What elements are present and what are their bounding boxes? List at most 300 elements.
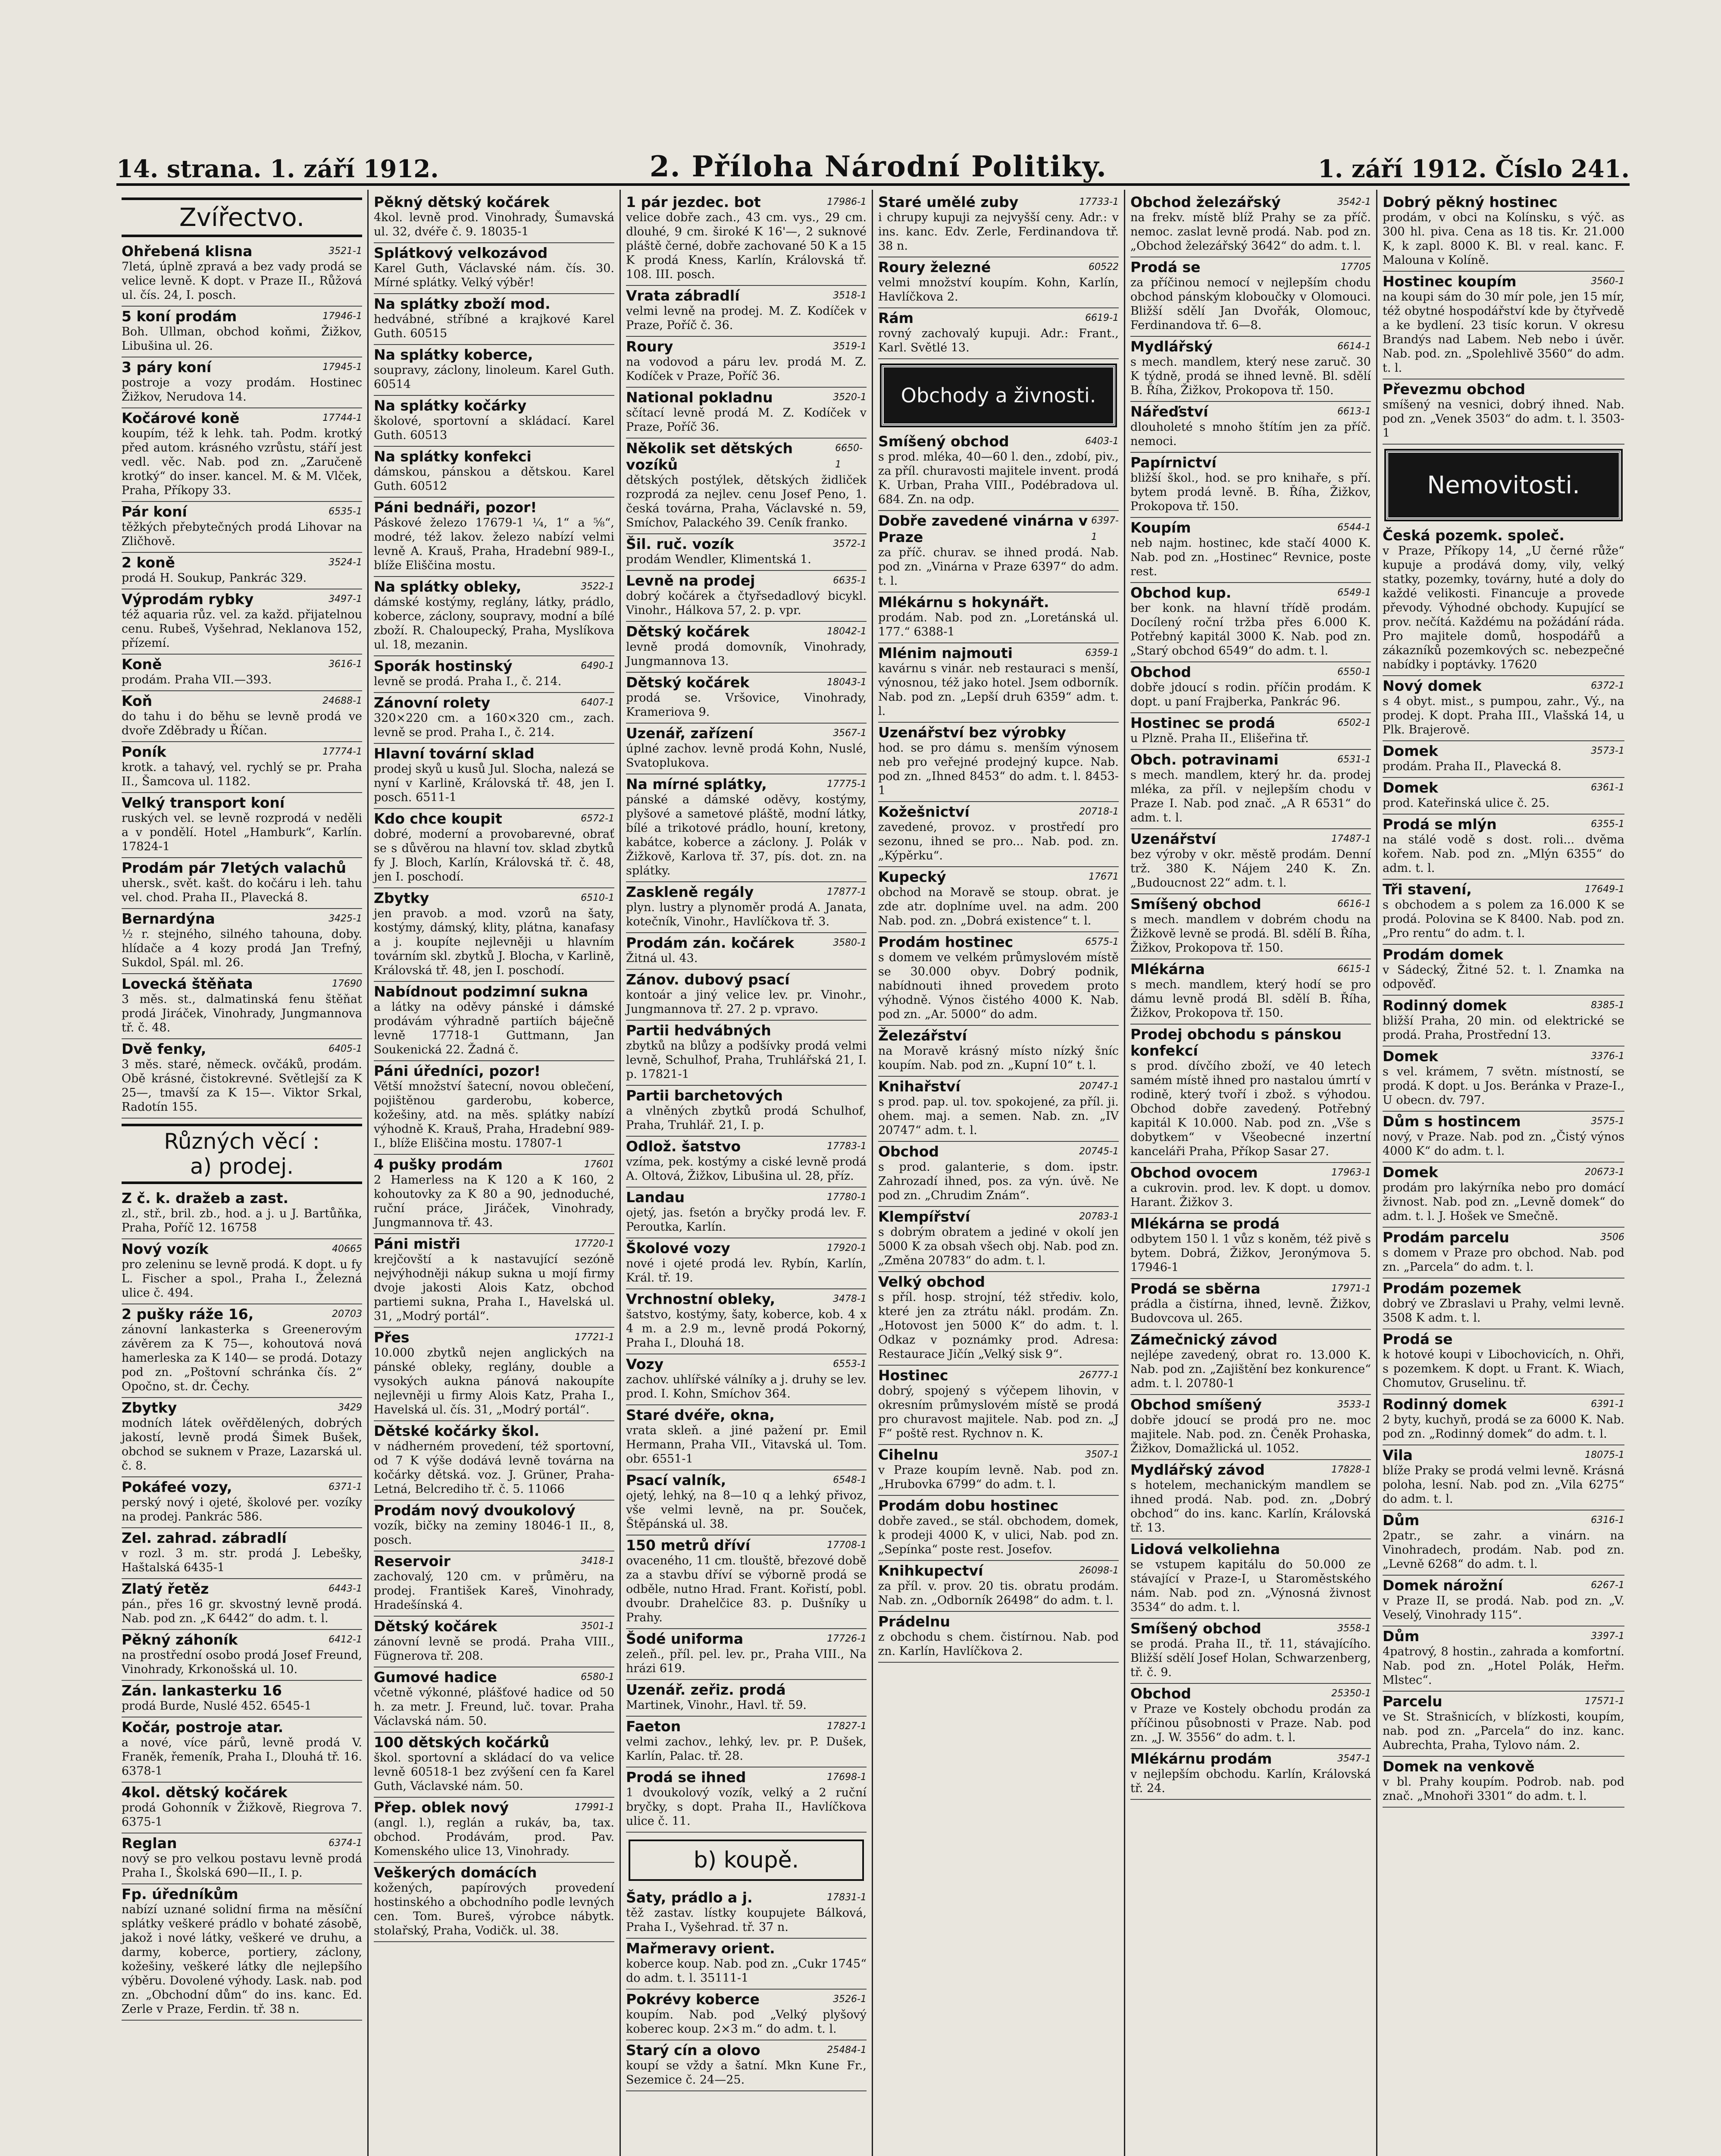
ad-number: 24688-1 [322,696,362,706]
ad-title: Obchod kup. [1130,584,1232,601]
ad-text: prodá H. Soukup, Pankrác 329. [122,571,307,585]
ad-heading [374,1618,614,1635]
ad-title: Výprodám rybky [122,591,254,608]
classified-ad [374,1328,614,1421]
ad-title: Prodám dobu hostinec [878,1497,1059,1514]
ad-number: 17780-1 [827,1192,867,1203]
ad-heading [374,1734,614,1751]
classified-ad [1130,1684,1371,1749]
ad-number: 3506 [1600,1232,1624,1243]
ad-title: Uzenář. zeřiz. prodá [626,1681,786,1698]
ad-title: Klempířství [878,1208,970,1225]
ad-title: Domek na venkově [1383,1758,1535,1775]
ad-text: dobré, moderní a provobarevné, obrať se s důvěrou na hlavní tov. sklad zbytků fy J. Bloch, Karlín, Královská tř. č. 48, jen I. poschodí. [374,827,614,884]
ad-text: 2 Hamerless na K 120 a K 160, 2 kohoutovky za K 80 a 90, jednoduché, ruční práce, Jiráček, Vinohrady, Jungmannova tř. 43. [374,1173,614,1229]
classified-ad [1130,1279,1371,1330]
ad-number: 3524-1 [329,557,362,568]
ad-title: Velký obchod [878,1273,986,1290]
ad-heading [122,1306,362,1322]
classified-ad [878,932,1119,1026]
ad-title: Prodá se [1383,1331,1453,1348]
ad-heading [626,440,867,473]
ad-text: z obchodu s chem. čistírnou. Nab. pod zn. Karlín, Havlíčkova 2. [878,1630,1119,1658]
ad-number: 6372-1 [1591,680,1624,691]
ad-text: 320×220 cm. a 160×320 cm., zach. levně se prod. Praha I., č. 214. [374,711,614,739]
ad-text: na stálé vodě s dost. roli... dvěma kořem. Nab. pod zn. „Mlýn 6355“ do adm. t. l. [1383,833,1624,875]
ad-title: Zlatý řetěz [122,1580,209,1597]
classified-ad [1130,1163,1371,1214]
ad-text: koberce koup. Nab. pod zn. „Cukr 1745“ do adm. t. l. 35111-1 [626,1957,867,1985]
ad-number: 3575-1 [1591,1116,1624,1127]
classified-ad [626,1536,867,1629]
classified-ad [1130,1539,1371,1619]
ad-title: Zaskleně regály [626,884,754,900]
ad-text: za příl. v. prov. 20 tis. obratu prodám. Nab. zn. „Odborník 26498“ do adm. t. l. [878,1579,1119,1607]
classified-ad [1383,815,1624,880]
ad-text: 3 měs. staré, německ. ovčáků, prodám. Obě krásné, čistokrevné. Světlejší za K 25—, tmavší za K 15—. Viktor Srkal, Radotín 155. [122,1058,362,1114]
ad-text: blíže Praky se prodá velmi levně. Krásná poloha, lesní. Nab. pod zn. „Vila 6275“ do adm. t. l. [1383,1464,1624,1506]
ad-heading [122,1190,362,1206]
classified-ad [122,1304,362,1398]
ad-text: v Praze koupím levně. Nab. pod zn. „Hrubovka 6799“ do adm. t. l. [878,1463,1119,1491]
classified-ad [122,1579,362,1630]
ad-title: Reservoir [374,1553,451,1570]
classified-ad [122,357,362,408]
classified-ad [374,1863,614,1942]
classified-ad [1383,1279,1624,1329]
ad-number: 6580-1 [581,1672,614,1683]
classified-ad [1383,1163,1624,1228]
ad-title: Levně na prodej [626,572,755,589]
ad-text: i chrupy kupuji za nejvyšší ceny. Adr.: v ins. kanc. Edv. Zerle, Ferdinandova tř. 38 n. [878,211,1119,253]
classified-ad [626,439,867,534]
ad-title: Nový domek [1383,677,1482,694]
ad-text: dobrý kočárek a čtyřsedadlový bicykl. Vinohr., Hálkova 57, 2. p. vpr. [626,589,867,617]
ad-heading [1130,1165,1371,1181]
ad-text: s hotelem, mechanickým mandlem se ihned prodá. Nab. pod. zn. „Dobrý obchod“ do ins. kanc. Karlín, Královská tř. 13. [1130,1479,1371,1535]
ad-title: Vozy [626,1356,664,1373]
ad-heading [1130,520,1371,536]
ad-title: Na splátky kočárky [374,397,527,414]
ad-number: 17733-1 [1079,197,1119,207]
ad-title: Zbytky [122,1399,177,1416]
ad-title: Dvě fenky, [122,1040,207,1057]
classified-ad [1383,1576,1624,1626]
classified-ad [878,1366,1119,1445]
classified-ad [626,1767,867,1833]
ad-number: 17708-1 [827,1540,867,1551]
ad-text: v bl. Prahy koupím. Podrob. nab. pod znač. „Mnohoři 3301“ do adm. t. l. [1383,1775,1624,1803]
ad-number: 17827-1 [827,1721,867,1732]
ad-title: Na splátky obleky, [374,578,522,595]
ad-heading [122,1632,362,1648]
ad-text: Karel Guth, Václavské nám. čís. 30. Mírné splátky. Velký výběr! [374,262,614,289]
ad-heading [122,591,362,608]
ad-title: Pěkný záhoník [122,1631,238,1648]
ad-text: s příl. hosp. strojní, též střediv. kolo, které jen za ztrátu nákl. prodám. Zn. „Hotovost jen 5000 K“ do adm. t. l. Odkaz v poznámky prod. Adresa: Restaurace Jičín „Velký sisk 9“. [878,1291,1119,1361]
ad-text: šatstvo, kostýmy, šaty, koberce, kob. 4 x 4 m. a 2.9 m., levně prodá Pokorný, Praha I., Dlouhá 18. [626,1308,867,1350]
classified-ad [374,1617,614,1667]
classified-ad [122,241,362,307]
ad-number: 3478-1 [833,1294,867,1304]
classified-ad [1383,880,1624,945]
ad-number: 17690 [332,978,362,989]
ad-heading [626,1407,867,1423]
ad-heading [626,1890,867,1906]
ad-title: Pokrévy koberce [626,1991,760,2008]
ad-text: Martinek, Vinohr., Havl. tř. 59. [626,1698,807,1712]
ad-heading [626,1087,867,1104]
ad-heading [1383,1758,1624,1775]
ad-title: Roury [626,338,673,355]
classified-ad [374,1234,614,1328]
ad-text: ber konk. na hlavní třídě prodám. Docílený roční tržba přes 6.000 K. Potřebný kapitál 3000 K. Nab. pod zn. „Starý obchod 6549“ do adm. t. l. [1130,602,1371,658]
ad-text: koupím. Nab. pod „Velký plyšový koberec koup. 2×3 m.“ do adm. t. l. [626,2008,867,2036]
ad-text: plyn. lustry a plynoměr prodá A. Janata, kotečník, Vinohr., Havlíčkova tř. 3. [626,901,867,928]
ad-title: Dům [1383,1628,1420,1645]
ad-heading [1383,273,1624,290]
ad-heading [1130,1462,1371,1478]
ad-heading [122,555,362,571]
ad-title: Obchod smíšený [1130,1396,1262,1413]
ad-heading [878,1498,1119,1514]
ad-text: vzíma, pek. kostýmy a ciské levně prodá A. Oltová, Žižkov, Libušina ul. 28, příz. [626,1155,867,1183]
ad-heading [626,971,867,988]
ad-number: 17920-1 [827,1243,867,1253]
ad-heading [1383,527,1624,544]
ad-heading [878,1563,1119,1579]
column-5 [1125,190,1377,2156]
ad-title: Obchod [1130,664,1192,680]
ad-text: zbytků na blůzy a podšívky prodá velmi levně, Schulhof, Praha, Truhlářská 21, I. p. 17821-1 [626,1039,867,1081]
ad-text: velmi množství koupím. Kohn, Karlín, Havlíčkova 2. [878,276,1119,304]
section-subtitle-prodej: a) prodej. [190,1154,294,1179]
classified-ad [1130,1619,1371,1684]
ad-title: Kupecký [878,868,946,885]
ad-number: 6572-1 [581,813,614,824]
ad-heading [1383,780,1624,796]
ad-heading [122,1835,362,1852]
ad-text: se vstupem kapitálu do 50.000 ze stávající v Praze-I, u Staroměstského nám. Nab. pod zn. „Výnosná živnost 3534“ do adm. t. l. [1130,1558,1371,1614]
ad-text: za příč. churav. se ihned prodá. Nab. pod zn. „Vinárna v Praze 6397“ do adm. t. l. [878,546,1119,588]
ad-number: 3560-1 [1591,276,1624,287]
classified-ad [626,1939,867,1990]
ad-title: Páni bednáři, pozor! [374,499,537,516]
classified-ad [122,1398,362,1477]
ad-text: postroje a vozy prodám. Hostinec Žižkov, Nerudova 14. [122,376,362,404]
ad-heading [626,725,867,742]
ad-title: 5 koní prodám [122,308,237,325]
ad-text: těžkých přebytečných prodá Lihovar na Zličhově. [122,520,362,548]
ad-heading [1130,1541,1371,1557]
ad-text: na Moravě krásný místo nízký šníc koupím. Nab. pod zn. „Kupní 10“ t. l. [878,1044,1119,1072]
ad-heading [878,1144,1119,1160]
ad-text: a nové, více párů, levně prodá V. Franěk, řemeník, Praha I., Dlouhá tř. 16. 6378-1 [122,1736,362,1778]
ad-title: Prodej obchodu s pánskou konfekcí [1130,1026,1342,1059]
ad-text: s prod. mléka, 40—60 l. den., zdobí, piv., za příl. churavosti majitele invent. prodá K. Urban, Praha VIII., Podébradova ul. 684. Zn. na odp. [878,450,1119,506]
ad-title: 3 páry koní [122,359,212,376]
ad-title: Vrchnostní obleky, [626,1291,776,1307]
ad-text: dlouholeté s mnoho štítím jen za příč. nemoci. [1130,420,1371,448]
classified-ad [878,1496,1119,1561]
ad-text: s domem v Praze pro obchod. Nab. pod zn. „Parcela“ do adm. t. l. [1383,1246,1624,1274]
ad-text: v rozl. 3 m. str. prodá J. Lebešky, Haštalská 6435-1 [122,1547,362,1574]
ad-text: též aquaria růz. vel. za každ. přijatelnou cenu. Rubeš, Vyšehrad, Neklanova 152, přízemí. [122,608,362,650]
classified-ad [626,774,867,882]
ad-text: prodá se. Vršovice, Vinohrady, Krameriova 9. [626,691,867,719]
ad-text: (angl. l.), reglán a rukáv, ba, tax. obchod. Prodávám, prod. Pav. Komenského ulice 13, Vinohrady. [374,1816,614,1858]
classified-ad [1130,192,1371,257]
ad-heading [1130,404,1371,420]
ad-heading [122,1581,362,1597]
ad-title: Dětské kočárky škol. [374,1423,540,1439]
ad-heading [878,1078,1119,1095]
ad-number: 6316-1 [1591,1515,1624,1526]
section-box-obchody: Obchody a živnosti. [882,365,1115,426]
ad-title: Mařmeravy orient. [626,1940,775,1957]
ad-heading [626,1189,867,1206]
ad-title: Prodám nový dvoukolový [374,1502,576,1519]
classified-ad [626,622,867,673]
page-header [116,149,1630,186]
classified-columns [116,190,1630,2156]
classified-ad [1130,894,1371,959]
ad-heading [878,594,1119,611]
classified-ad [1383,1692,1624,1757]
ad-title: Dětský kočárek [626,674,750,691]
classified-ad [374,1061,614,1155]
ad-number: 6361-1 [1591,782,1624,793]
classified-ad [878,643,1119,723]
ad-number: 17671 [1089,871,1119,882]
ad-text: prodá Gohonník v Žižkově, Riegrova 7. 6375-1 [122,1801,362,1829]
ad-heading [374,1502,614,1519]
ad-number: 3507-1 [1085,1449,1119,1460]
ad-title: Domek [1383,1048,1438,1065]
ad-heading [1383,997,1624,1014]
ad-title: Zánovní rolety [374,694,491,711]
ad-number: 3425-1 [329,913,362,924]
ad-text: včetně výkonné, plášťové hadice od 50 h. za metr. J. Freund, luč. tovar. Praha Václavská nám. 50. [374,1686,614,1728]
ad-title: Prodá se [1130,259,1201,276]
classified-ad [878,1207,1119,1272]
classified-ad [1130,257,1371,337]
classified-ad [626,2040,867,2091]
ad-text: za příčinou nemocí v nejlepším chodu obchod pánským kloboučky v Olomouci. Bližší sdělí Jan Dvořák, Olomouc, Ferdinandova tř. 6—8. [1130,276,1371,332]
ad-text: prádla a čistírna, ihned, levně. Žižkov, Budovcova ul. 265. [1130,1297,1371,1325]
classified-ad [1383,778,1624,815]
classified-ad [1383,272,1624,379]
ad-number: 17971-1 [1331,1283,1371,1294]
ad-number: 17601 [584,1159,614,1170]
ad-title: Obch. potravinami [1130,751,1279,768]
ad-heading [374,1156,614,1173]
ad-number: 20783-1 [1079,1211,1119,1222]
classified-ad [626,1717,867,1767]
ad-text: zeleň., příl. pel. lev. pr., Praha VIII., Na hrázi 619. [626,1648,867,1675]
ad-title: Páni úředníci, pozor! [374,1062,541,1079]
ad-text: na koupi sám do 30 mír pole, jen 15 mír, též obytné hospodářství kde by čtyřvedě a ke bydlení. 23 tisíc korun. V okresu Brandýs nad Labem. Neb nebo i úvěr. Nab. pod. zn. „Spolehlivě 3560“ do adm. t. l. [1383,290,1624,375]
ad-title: Gumové hadice [374,1669,497,1686]
ad-text: dobrý ve Zbraslavi u Prahy, velmi levně. 3508 K adm. t. l. [1383,1297,1624,1325]
ad-heading [374,984,614,1000]
ad-text: levně prodá domovník, Vinohrady, Jungmannova 13. [626,640,867,668]
ad-title: Uzenářství bez výrobky [878,724,1066,741]
ad-title: Odlož. šatstvo [626,1138,741,1155]
classified-ad [626,534,867,571]
ad-title: Pěkný dětský kočárek [374,194,550,210]
ad-text: krejčovští a k nastavující sezóně nejvýhodněji nákup sukna u mojí firmy dvoje jakosti Alois Katz, obchod partiemi sukna, Praha I., Havelská ul. 31, „Modrý portál“. [374,1253,614,1323]
ad-text: s mech. mandlem, který hr. da. prodej mléka, za příl. v nejlepším chodu v Praze I. Nab. pod znač. „A R 6531“ do adm. t. l. [1130,768,1371,824]
ad-text: prodám, v obci na Kolínsku, s výč. as 300 hl. piva. Cena as 18 tis. Kr. 21.000 K, k zapl. 8000 K. Bl. v real. kanc. F. Malouna v Kolíně. [1383,211,1624,267]
ad-text: dobře zaved., se stál. obchodem, domek, k prodeji 4000 K, v ulici, Nab. pod zn. „Sepínka“ poste rest. Josefov. [878,1514,1119,1556]
column-2 [369,190,621,2156]
ad-heading [878,1274,1119,1290]
ad-title: Na splátky zboží mod. [374,295,551,312]
ad-number: 17828-1 [1331,1464,1371,1475]
ad-text: kontoár a jiný velice lev. pr. Vinohr., Jungmannova tř. 27. 2 p. vpravo. [626,988,867,1016]
ad-heading [626,389,867,406]
ad-title: Koň [122,693,153,709]
ad-heading [878,869,1119,885]
classified-ad [878,802,1119,867]
classified-ad [1383,741,1624,778]
ad-title: Koupím [1130,519,1191,536]
ad-number: 17705 [1341,262,1371,273]
ad-title: Pokáfeé vozy, [122,1479,232,1495]
ad-title: Přes [374,1329,410,1346]
ad-text: v Praze ve Kostely obchodu prodán za příčinou působnosti v Praze. Nab. pod zn. „J. W. 3556“ do adm. t. l. [1130,1702,1371,1744]
classified-ad [122,1783,362,1833]
classified-ad [122,691,362,742]
ad-heading [878,1028,1119,1044]
ad-text: s obchodem a s polem za 16.000 K se prodá. Polovina se K 8400. Nab. pod zn. „Pro rentu“ do adm. t. l. [1383,898,1624,940]
ad-heading [626,1472,867,1489]
ad-title: Několik set dětských vozíků [626,440,793,473]
ad-number: 3376-1 [1591,1051,1624,1062]
ad-text: ojetý, jas. fsetón a bryčky prodá lev. F. Peroutka, Karlín. [626,1206,867,1234]
classified-ad [374,294,614,345]
ad-text: s dobrým obratem a jediné v okolí jen 5000 K za obsah všech obj. Nab. pod zn. „Změna 20783“ do adm. t. l. [878,1225,1119,1267]
ad-text: neb najm. hostinec, kde stačí 4000 K. Nab. pod zn. „Hostinec“ Revnice, poste rest. [1130,536,1371,578]
ad-text: v nádherném provedení, též sportovní, od 7 K výše dodává levně továrna na kočárky dětská. voz. J. Grüner, Praha-Letná, Belcrediho tř. č. 5. 11066 [374,1440,614,1496]
ad-title: Kdo chce koupit [374,810,502,827]
ad-number: 20747-1 [1079,1081,1119,1092]
ad-title: Domek [1383,743,1438,759]
ad-text: s prod. dívčího zboží, ve 40 letech samém místě ihned pro nastalou úmrtí v rodině, který tvoří i zbož. s výhodou. Obchod dobře zavedený. Potřebný kapitál K 10.000. Nab. pod zn. „Vše s dobytkem“ v Všeobecné inzertní kanceláři Praha, Příkop Sasar 27. [1130,1059,1371,1158]
classified-ad [374,577,614,656]
ad-heading [122,976,362,992]
ad-number: 3520-1 [833,392,867,403]
classified-ad [374,1733,614,1798]
classified-ad [374,1421,614,1501]
classified-ad [122,858,362,909]
classified-ad [1130,1025,1371,1163]
ad-number: 6613-1 [1337,406,1371,417]
ad-title: Zel. zahrad. zábradlí [122,1529,287,1546]
ad-heading [1383,1280,1624,1297]
column-3 [621,190,873,2156]
ad-text: nové i ojeté prodá lev. Rybín, Karlín, Král. tř. 19. [626,1257,867,1285]
ad-heading [374,1799,614,1816]
classified-ad [878,257,1119,308]
ad-heading [626,288,867,304]
classified-ad [626,1289,867,1354]
classified-ad [1383,1112,1624,1163]
ad-heading [878,724,1119,741]
ad-text: 2patr., se zahr. a vinárn. na Vinohradech, prodám. Nab. pod zn. „Levně 6268“ do adm. t. l. [1383,1529,1624,1571]
ad-title: Staré umělé zuby [878,194,1019,210]
ad-text: ½ r. stejného, silného tahouna, doby. hlídače a 4 kozy prodá Jan Trefný, Sukdol, Spál. ml. 26. [122,928,362,969]
ad-heading [374,245,614,261]
ad-number: 18075-1 [1585,1450,1624,1460]
ad-title: Prodám pár 7letých valachů [122,859,346,876]
ad-number: 18043-1 [827,677,867,688]
ad-title: Na mírné splátky, [626,776,767,793]
ad-heading [1383,1396,1624,1413]
classified-ad [374,1155,614,1234]
classified-ad [1130,518,1371,583]
classified-ad [1383,1510,1624,1576]
ad-number: 60522 [1089,262,1119,273]
ad-text: perský nový i ojeté, školové per. vozíky na prodej. Pankrác 586. [122,1496,362,1523]
ad-title: Dobře zavedené vinárna v Praze [878,512,1088,545]
ad-title: Obchod [878,1143,939,1160]
ad-title: Partii hedvábných [626,1022,771,1039]
ad-title: Mlékárna se prodá [1130,1215,1280,1232]
ad-heading [626,1991,867,2008]
ad-heading [626,1240,867,1257]
classified-ad [1130,750,1371,829]
ad-heading [626,1537,867,1554]
classified-ad [626,1137,867,1188]
ad-text: vozík, bičky na zeminy 18046-1 II., 8, posch. [374,1519,614,1547]
classified-ad [122,1884,362,2021]
ad-text: prodám. Praha VII.—393. [122,673,272,686]
classified-ad [374,888,614,982]
classified-ad [626,882,867,933]
ad-number: 6412-1 [329,1634,362,1645]
ad-title: Obchod železářský [1130,194,1281,210]
classified-ad [878,432,1119,511]
ad-title: Prádelnu [878,1613,951,1630]
ad-title: Vila [1383,1447,1413,1463]
ad-number: 3580-1 [833,937,867,948]
ad-heading [1130,1686,1371,1702]
ad-text: pánské a dámské oděvy, kostýmy, plyšové a sametové pláště, modní látky, bílé a trikotové prádlo, houní, kretony, kabátce, koberce a záclony. J. Polák v Žižkově, Karlova tř. 37, pís. dot. zn. na splátky. [626,793,867,877]
ad-number: 6510-1 [581,893,614,903]
ad-title: Lidová velkoliehna [1130,1541,1280,1557]
ad-title: 4 pušky prodám [374,1156,503,1173]
ad-title: Koně [122,656,162,673]
classified-ad [1383,1047,1624,1112]
ad-number: 6443-1 [329,1583,362,1594]
ad-heading [1130,338,1371,355]
ad-title: Mydlářský [1130,338,1213,355]
section-box-nemovitosti: Nemovitosti. [1386,451,1621,520]
ad-heading [878,310,1119,326]
ad-text: 1 dvoukolový vozík, velký a 2 ruční bryčky, s dopt. Praha II., Havlíčkova ulice č. 11. [626,1786,867,1828]
ad-text: nový se pro velkou postavu levně prodá Praha I., Školská 690—II., I. p. [122,1852,362,1880]
ad-title: Dětský kočárek [626,623,750,640]
ad-text: u Plzně. Praha II., Elišeřina tř. [1130,732,1309,745]
ad-number: 6650-1 [835,443,863,470]
classified-ad [374,396,614,447]
ad-heading [374,347,614,363]
ad-text: dobře jdoucí se prodá pro ne. moc majitele. Nab. pod. zn. Čeněk Prohaska, Žižkov, Domažlická ul. 1052. [1130,1413,1371,1455]
ad-title: Obchod ovocem [1130,1164,1258,1181]
ad-title: Z č. k. dražeb a zast. [122,1190,289,1206]
